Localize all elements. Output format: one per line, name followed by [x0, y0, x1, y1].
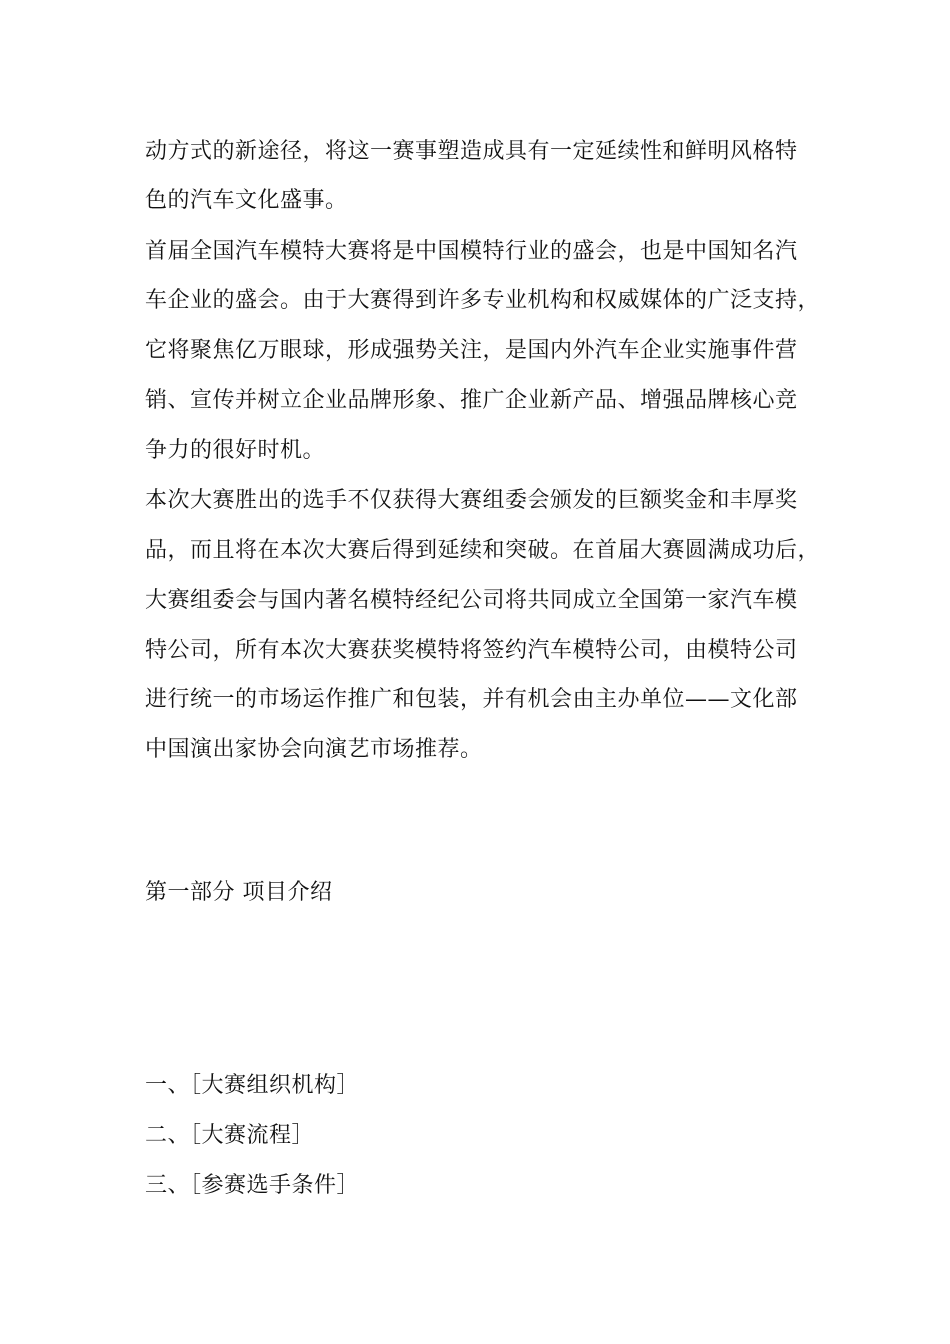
toc-item: 一、［大赛组织机构］	[145, 1073, 360, 1098]
toc-item: 三、［参赛选手条件］	[145, 1173, 360, 1198]
text-line: 车企业的盛会。由于大赛得到许多专业机构和权威媒体的广泛支持，	[145, 288, 821, 313]
text-line: 色的汽车文化盛事。	[145, 188, 348, 213]
text-line: 中国演出家协会向演艺市场推荐。	[145, 737, 483, 762]
toc-item: 二、［大赛流程］	[145, 1123, 315, 1148]
text-line: 首届全国汽车模特大赛将是中国模特行业的盛会，也是中国知名汽	[145, 239, 798, 264]
text-line: 特公司，所有本次大赛获奖模特将签约汽车模特公司，由模特公司	[145, 638, 798, 663]
text-line: 进行统一的市场运作推广和包装，并有机会由主办单位——文化部	[145, 687, 798, 712]
text-line: 争力的很好时机。	[145, 438, 326, 463]
text-line: 它将聚焦亿万眼球，形成强势关注，是国内外汽车企业实施事件营	[145, 338, 798, 363]
section-title: 第一部分 项目介绍	[145, 880, 333, 905]
text-line: 本次大赛胜出的选手不仅获得大赛组委会颁发的巨额奖金和丰厚奖	[145, 488, 798, 513]
text-line: 销、宣传并树立企业品牌形象、推广企业新产品、增强品牌核心竞	[145, 388, 798, 413]
text-line: 动方式的新途径，将这一赛事塑造成具有一定延续性和鲜明风格特	[145, 139, 798, 164]
text-line: 大赛组委会与国内著名模特经纪公司将共同成立全国第一家汽车模	[145, 588, 798, 613]
text-line: 品，而且将在本次大赛后得到延续和突破。在首届大赛圆满成功后，	[145, 538, 821, 563]
